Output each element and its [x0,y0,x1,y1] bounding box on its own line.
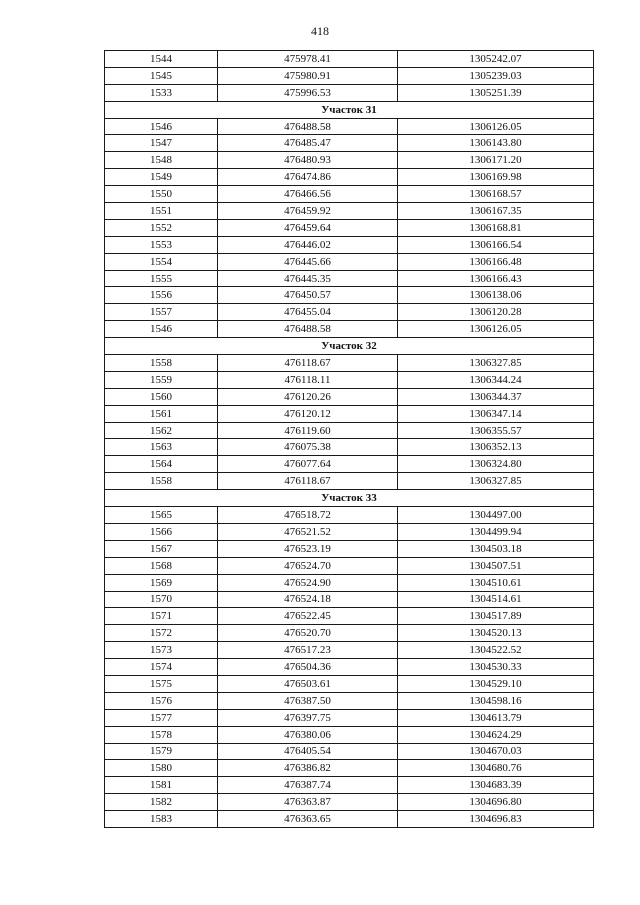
section-title: Участок 32 [105,338,594,355]
page-number: 418 [311,24,329,38]
x-coordinate-cell: 476503.61 [218,675,398,692]
point-number-cell: 1577 [105,709,218,726]
y-coordinate-cell: 1304514.61 [398,591,594,608]
point-number-cell: 1578 [105,726,218,743]
point-number-cell: 1558 [105,473,218,490]
section-header-row [105,490,594,507]
point-number-cell: 1563 [105,439,218,456]
point-number-cell: 1545 [105,67,218,84]
table-row [105,811,594,828]
point-number-cell: 1583 [105,811,218,828]
table-row [105,760,594,777]
coordinates-table-body [105,51,594,828]
table-row [105,574,594,591]
x-coordinate-cell: 476523.19 [218,540,398,557]
table-row [105,422,594,439]
x-coordinate-cell: 476446.02 [218,236,398,253]
y-coordinate-cell: 1304529.10 [398,675,594,692]
y-coordinate-cell: 1306344.24 [398,371,594,388]
x-coordinate-cell: 476504.36 [218,659,398,676]
table-row [105,152,594,169]
point-number-cell: 1551 [105,203,218,220]
y-coordinate-cell: 1304499.94 [398,523,594,540]
y-coordinate-cell: 1304510.61 [398,574,594,591]
table-row [105,169,594,186]
y-coordinate-cell: 1304507.51 [398,557,594,574]
x-coordinate-cell: 476118.67 [218,473,398,490]
table-row [105,67,594,84]
x-coordinate-cell: 476077.64 [218,456,398,473]
y-coordinate-cell: 1305251.39 [398,84,594,101]
x-coordinate-cell: 476118.67 [218,355,398,372]
point-number-cell: 1561 [105,405,218,422]
point-number-cell: 1560 [105,388,218,405]
table-row [105,659,594,676]
point-number-cell: 1544 [105,51,218,68]
x-coordinate-cell: 475978.41 [218,51,398,68]
table-row [105,118,594,135]
table-row [105,405,594,422]
point-number-cell: 1582 [105,794,218,811]
point-number-cell: 1564 [105,456,218,473]
y-coordinate-cell: 1304530.33 [398,659,594,676]
y-coordinate-cell: 1306355.57 [398,422,594,439]
x-coordinate-cell: 476397.75 [218,709,398,726]
point-number-cell: 1546 [105,321,218,338]
point-number-cell: 1575 [105,675,218,692]
y-coordinate-cell: 1304624.29 [398,726,594,743]
section-header-row [105,101,594,118]
y-coordinate-cell: 1306324.80 [398,456,594,473]
y-coordinate-cell: 1306167.35 [398,203,594,220]
coordinates-table [104,50,594,828]
y-coordinate-cell: 1306171.20 [398,152,594,169]
x-coordinate-cell: 476445.66 [218,253,398,270]
point-number-cell: 1552 [105,219,218,236]
x-coordinate-cell: 476118.11 [218,371,398,388]
x-coordinate-cell: 476524.70 [218,557,398,574]
y-coordinate-cell: 1306327.85 [398,473,594,490]
table-row [105,456,594,473]
table-row [105,355,594,372]
x-coordinate-cell: 476459.64 [218,219,398,236]
section-title: Участок 33 [105,490,594,507]
y-coordinate-cell: 1304497.00 [398,507,594,524]
point-number-cell: 1568 [105,557,218,574]
x-coordinate-cell: 476363.65 [218,811,398,828]
x-coordinate-cell: 476524.18 [218,591,398,608]
x-coordinate-cell: 476450.57 [218,287,398,304]
x-coordinate-cell: 476120.26 [218,388,398,405]
table-row [105,709,594,726]
y-coordinate-cell: 1306138.06 [398,287,594,304]
point-number-cell: 1546 [105,118,218,135]
table-row [105,321,594,338]
x-coordinate-cell: 476387.74 [218,777,398,794]
table-row [105,726,594,743]
y-coordinate-cell: 1306169.98 [398,169,594,186]
table-row [105,743,594,760]
x-coordinate-cell: 475996.53 [218,84,398,101]
table-row [105,608,594,625]
point-number-cell: 1579 [105,743,218,760]
y-coordinate-cell: 1304613.79 [398,709,594,726]
table-row [105,675,594,692]
x-coordinate-cell: 476380.06 [218,726,398,743]
x-coordinate-cell: 476363.87 [218,794,398,811]
y-coordinate-cell: 1306143.80 [398,135,594,152]
y-coordinate-cell: 1306168.57 [398,186,594,203]
table-row [105,557,594,574]
table-row [105,186,594,203]
x-coordinate-cell: 476386.82 [218,760,398,777]
point-number-cell: 1555 [105,270,218,287]
y-coordinate-cell: 1305242.07 [398,51,594,68]
point-number-cell: 1576 [105,692,218,709]
y-coordinate-cell: 1306166.48 [398,253,594,270]
y-coordinate-cell: 1306126.05 [398,118,594,135]
point-number-cell: 1556 [105,287,218,304]
point-number-cell: 1554 [105,253,218,270]
y-coordinate-cell: 1304520.13 [398,625,594,642]
x-coordinate-cell: 476466.56 [218,186,398,203]
point-number-cell: 1549 [105,169,218,186]
table-row [105,540,594,557]
point-number-cell: 1533 [105,84,218,101]
point-number-cell: 1572 [105,625,218,642]
table-row [105,287,594,304]
point-number-cell: 1567 [105,540,218,557]
table-row [105,388,594,405]
y-coordinate-cell: 1304517.89 [398,608,594,625]
y-coordinate-cell: 1304683.39 [398,777,594,794]
x-coordinate-cell: 476119.60 [218,422,398,439]
table-row [105,625,594,642]
table-row [105,253,594,270]
point-number-cell: 1548 [105,152,218,169]
x-coordinate-cell: 476455.04 [218,304,398,321]
x-coordinate-cell: 476485.47 [218,135,398,152]
table-row [105,507,594,524]
table-row [105,270,594,287]
y-coordinate-cell: 1304696.83 [398,811,594,828]
point-number-cell: 1559 [105,371,218,388]
y-coordinate-cell: 1304680.76 [398,760,594,777]
x-coordinate-cell: 476488.58 [218,321,398,338]
table-row [105,439,594,456]
y-coordinate-cell: 1306327.85 [398,355,594,372]
y-coordinate-cell: 1304522.52 [398,642,594,659]
table-row [105,642,594,659]
x-coordinate-cell: 476480.93 [218,152,398,169]
y-coordinate-cell: 1306344.37 [398,388,594,405]
table-row [105,692,594,709]
y-coordinate-cell: 1304503.18 [398,540,594,557]
table-row [105,371,594,388]
table-row [105,236,594,253]
x-coordinate-cell: 476387.50 [218,692,398,709]
y-coordinate-cell: 1306126.05 [398,321,594,338]
x-coordinate-cell: 476524.90 [218,574,398,591]
point-number-cell: 1565 [105,507,218,524]
x-coordinate-cell: 476518.72 [218,507,398,524]
section-header-row [105,338,594,355]
point-number-cell: 1580 [105,760,218,777]
x-coordinate-cell: 476075.38 [218,439,398,456]
point-number-cell: 1581 [105,777,218,794]
table-row [105,51,594,68]
point-number-cell: 1547 [105,135,218,152]
point-number-cell: 1573 [105,642,218,659]
point-number-cell: 1571 [105,608,218,625]
y-coordinate-cell: 1305239.03 [398,67,594,84]
x-coordinate-cell: 476488.58 [218,118,398,135]
point-number-cell: 1553 [105,236,218,253]
x-coordinate-cell: 476459.92 [218,203,398,220]
table-row [105,777,594,794]
y-coordinate-cell: 1306166.43 [398,270,594,287]
y-coordinate-cell: 1306166.54 [398,236,594,253]
point-number-cell: 1570 [105,591,218,608]
x-coordinate-cell: 476474.86 [218,169,398,186]
section-title: Участок 31 [105,101,594,118]
point-number-cell: 1558 [105,355,218,372]
point-number-cell: 1569 [105,574,218,591]
x-coordinate-cell: 476405.54 [218,743,398,760]
table-row [105,473,594,490]
table-row [105,84,594,101]
table-row [105,794,594,811]
x-coordinate-cell: 476522.45 [218,608,398,625]
point-number-cell: 1566 [105,523,218,540]
x-coordinate-cell: 475980.91 [218,67,398,84]
table-row [105,135,594,152]
y-coordinate-cell: 1304696.80 [398,794,594,811]
y-coordinate-cell: 1306347.14 [398,405,594,422]
y-coordinate-cell: 1304670.03 [398,743,594,760]
table-row [105,523,594,540]
y-coordinate-cell: 1306120.28 [398,304,594,321]
point-number-cell: 1557 [105,304,218,321]
x-coordinate-cell: 476120.12 [218,405,398,422]
y-coordinate-cell: 1306168.81 [398,219,594,236]
y-coordinate-cell: 1306352.13 [398,439,594,456]
x-coordinate-cell: 476445.35 [218,270,398,287]
table-row [105,304,594,321]
point-number-cell: 1562 [105,422,218,439]
y-coordinate-cell: 1304598.16 [398,692,594,709]
x-coordinate-cell: 476521.52 [218,523,398,540]
point-number-cell: 1574 [105,659,218,676]
table-row [105,591,594,608]
point-number-cell: 1550 [105,186,218,203]
x-coordinate-cell: 476517.23 [218,642,398,659]
table-row [105,219,594,236]
x-coordinate-cell: 476520.70 [218,625,398,642]
table-row [105,203,594,220]
